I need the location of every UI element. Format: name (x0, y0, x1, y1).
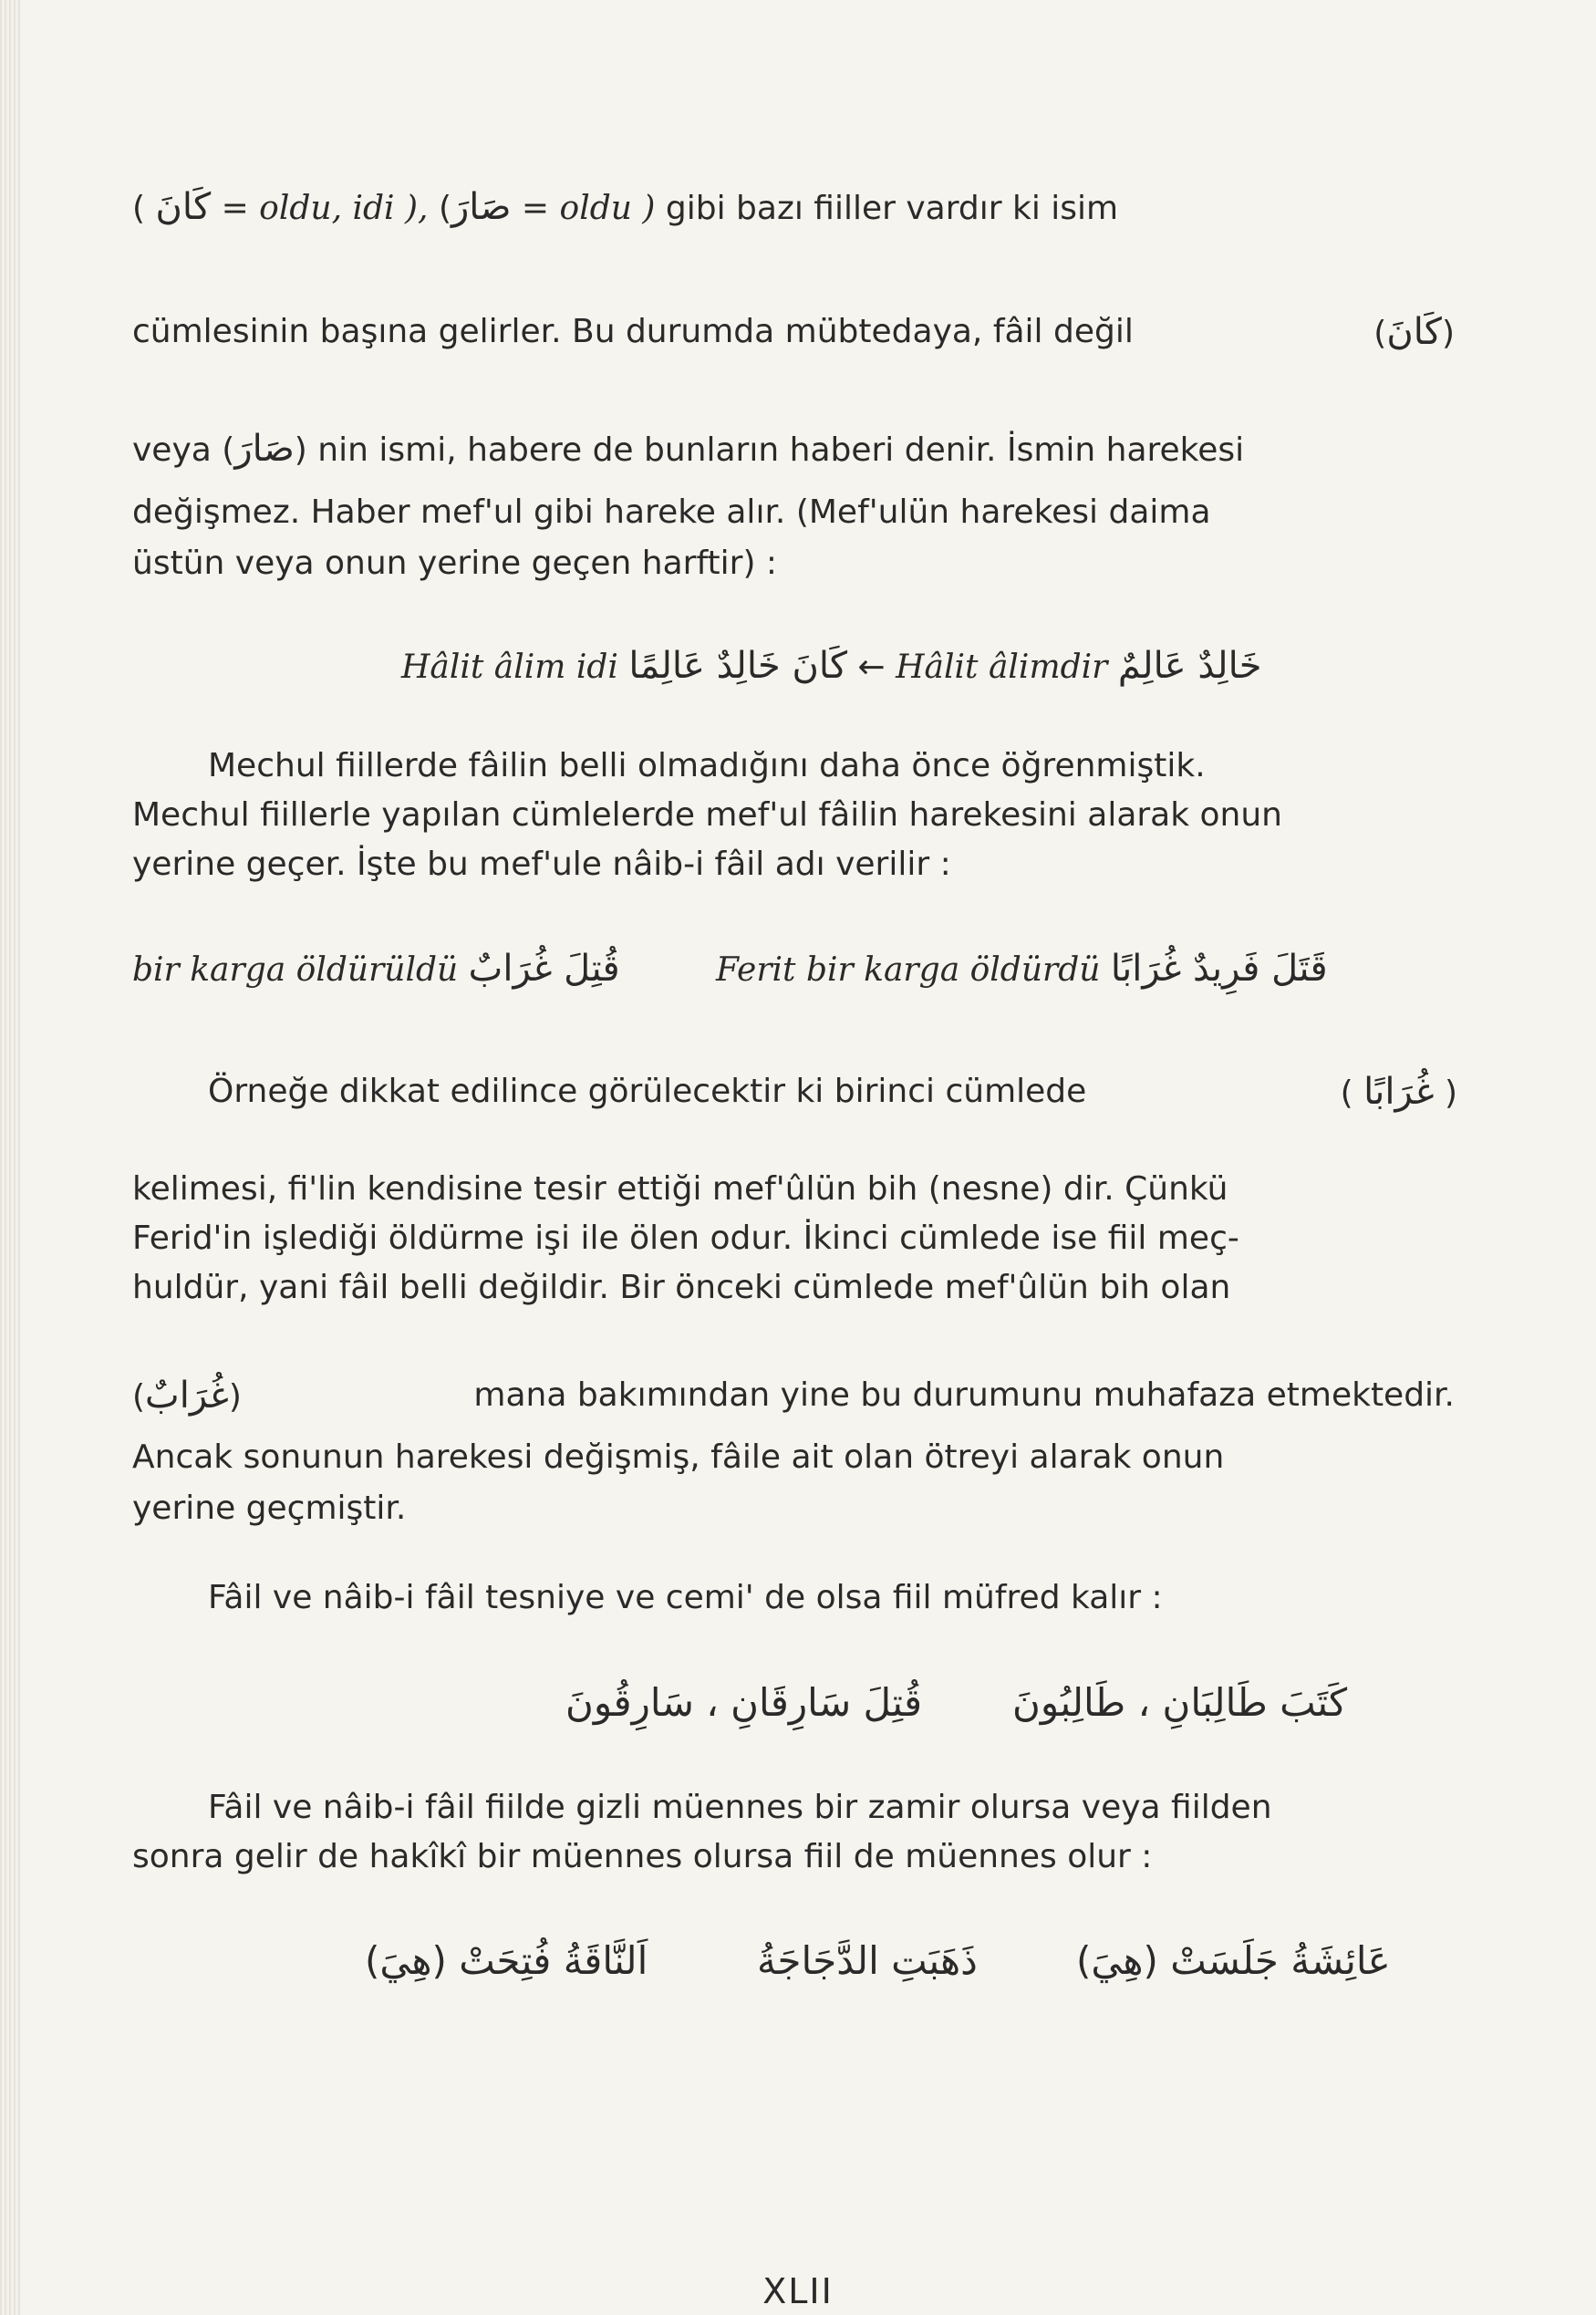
example-halit: Hâlit âlim idi كَانَ خَالِدٌ عَالِمًا ← Hâlit âlimdir خَالِدٌ عَالِمٌ (401, 645, 1262, 687)
arabic-sara: صَارَ (234, 428, 295, 470)
arabic-example: ذَهَبَتِ الدَّجَاجَةُ (757, 1938, 978, 1983)
text-line: Ferid'in işlediği öldürme işi ile ölen odur. İkinci cümlede ise fiil meç- (132, 1220, 1239, 1257)
arabic-example: اَلنَّاقَةُ فُتِحَتْ (هِيَ) (365, 1938, 648, 1983)
text-line: değişmez. Haber mef'ul gibi hareke alır. (Mef'ulün harekesi daima (132, 493, 1211, 531)
left-arrow-icon: ← (857, 649, 886, 686)
arabic-kana: كَانَ (1386, 311, 1442, 353)
text-line: (غُرَابٌ) mana bakımından yine bu durumunu muhafaza etmektedir. (132, 1375, 1455, 1417)
text-line: veya (صَارَ) nin ismi, habere de bunların haberi denir. İsmin harekesi (132, 428, 1245, 470)
example-ferit: Ferit bir karga öldürdü قَتَلَ فَرِيدٌ غُرَابًا (716, 948, 1328, 990)
text-line: kelimesi, fi'lin kendisine tesir ettiği mef'ûlün bih (nesne) dir. Çünkü (132, 1170, 1228, 1208)
text-line: Mechul fiillerde fâilin belli olmadığını daha önce öğrenmiştik. (208, 747, 1206, 784)
text-line: Örneğe dikkat edilince görülecektir ki birinci cümlede ( غُرَابًا ) (208, 1071, 1457, 1113)
text-line: cümlesinin başına gelirler. Bu durumda mübtedaya, fâil değil (كَانَ) (132, 311, 1455, 353)
arabic-sara: صَارَ (451, 186, 512, 228)
arabic-example: عَائِشَةُ جَلَسَتْ (هِيَ) (1076, 1938, 1391, 1983)
arabic-example: قُتِلَ غُرَابٌ (468, 948, 620, 990)
text-line: Ancak sonunun harekesi değişmiş, fâile ait olan ötreyi alarak onun (132, 1438, 1225, 1476)
text-line: yerine geçer. İşte bu mef'ule nâib-i fâil adı verilir : (132, 846, 951, 883)
page-number: XLII (762, 2271, 834, 2311)
arabic-gurab: غُرَابٌ (145, 1375, 229, 1417)
arabic-example: خَالِدٌ عَالِمٌ (1117, 645, 1262, 687)
text-line: sonra gelir de hakîkî bir müennes olursa fiil de müennes olur : (132, 1838, 1153, 1875)
text-line: huldür, yani fâil belli değildir. Bir önceki cümlede mef'ûlün bih olan (132, 1269, 1231, 1306)
text-line: Mechul fiillerle yapılan cümlelerde mef'ul fâilin harekesini alarak onun (132, 796, 1283, 834)
arabic-example: كَانَ خَالِدٌ عَالِمًا (628, 645, 848, 687)
arabic-gurab: غُرَابًا (1363, 1071, 1435, 1113)
text-line: Fâil ve nâib-i fâil tesniye ve cemi' de olsa fiil müfred kalır : (208, 1579, 1163, 1616)
arabic-example: قُتِلَ سَارِقَانِ ، سَارِقُونَ (565, 1680, 923, 1725)
intro-line: ( كَانَ = oldu, idi ), (صَارَ = oldu ) gibi bazı fiiller vardır ki isim (132, 186, 1119, 228)
text-line: üstün veya onun yerine geçen harftir) : (132, 545, 778, 582)
text-line: yerine geçmiştir. (132, 1490, 407, 1527)
scan-binding-edge (0, 0, 20, 2315)
example-karga: bir karga öldürüldü قُتِلَ غُرَابٌ (132, 948, 620, 990)
arabic-kana: كَانَ (155, 186, 212, 228)
text-line: Fâil ve nâib-i fâil fiilde gizli müennes bir zamir olursa veya fiilden (208, 1789, 1272, 1826)
arabic-example: كَتَبَ طَالِبَانِ ، طَالِبُونَ (1012, 1680, 1348, 1725)
arabic-example: قَتَلَ فَرِيدٌ غُرَابًا (1110, 948, 1328, 990)
